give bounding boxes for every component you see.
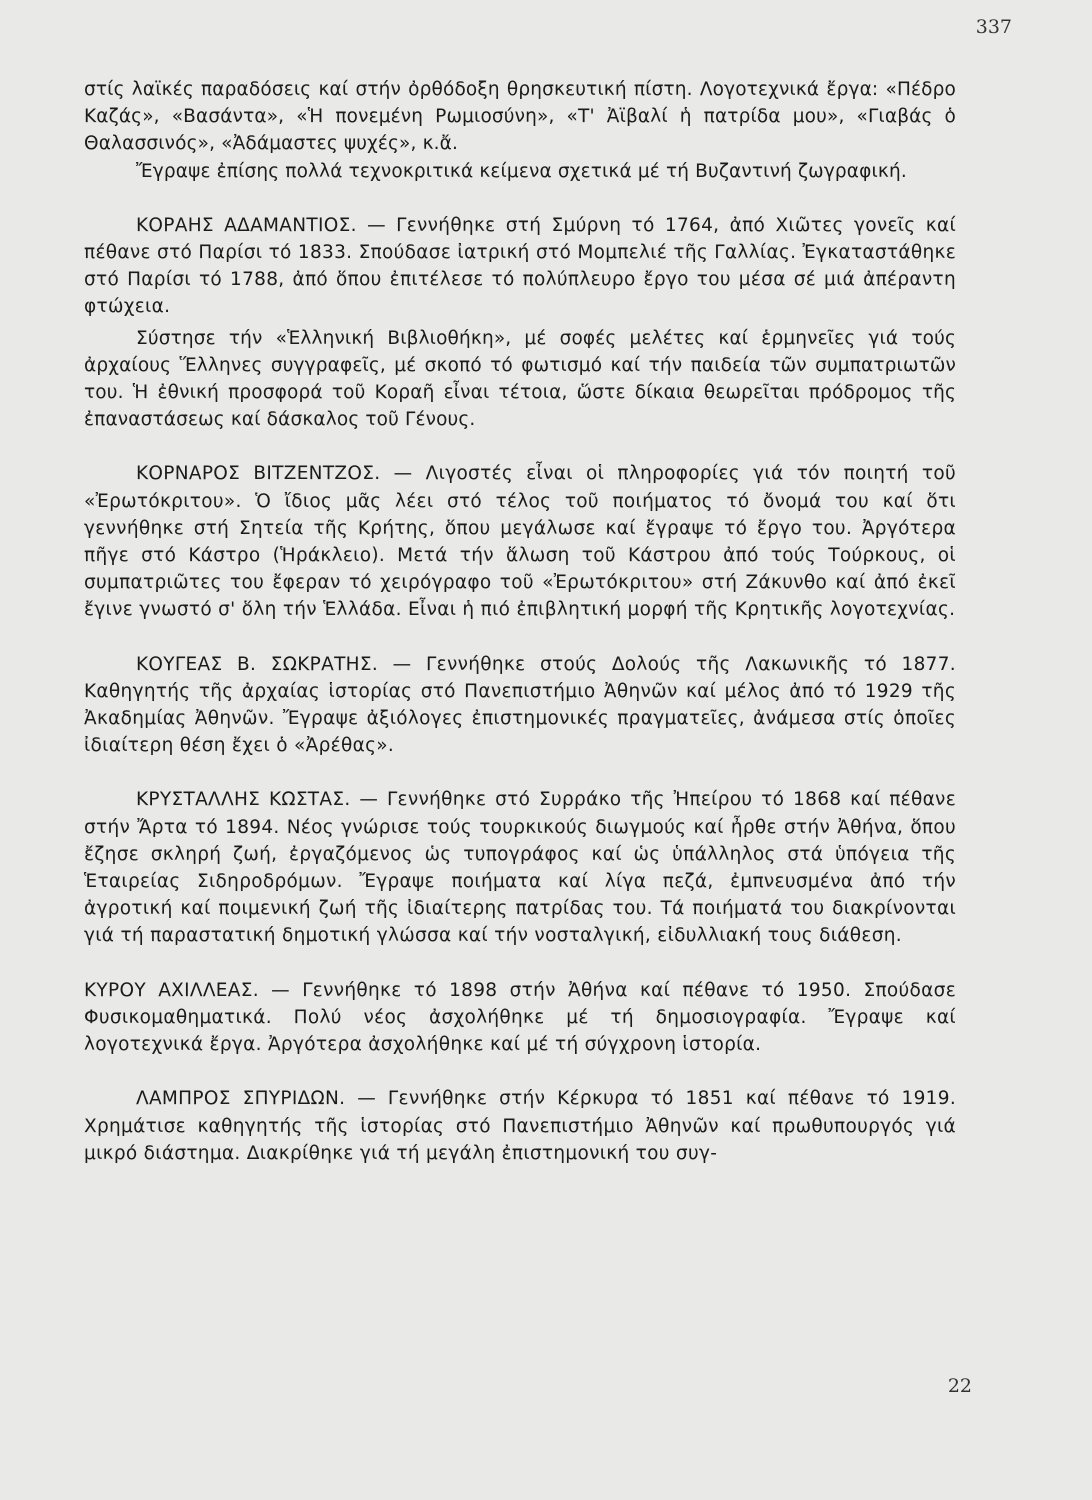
signature-mark: 22 — [947, 1375, 972, 1397]
paragraph-intro-criticism: Ἔγραψε ἐπίσης πολλά τεχνοκριτικά κείμενα σχετικά μέ τή Βυζαντινή ζωγραφική. — [136, 160, 907, 182]
entry-korais: ΚΟΡΑΗΣ ΑΔΑΜΑΝΤΙΟΣ. — Γεννήθηκε στή Σμύρνη τό 1764, ἀπό Χιῶτες γονεῖς καί πέθανε στό Παρίσι τό 1833. Σπούδασε ἰατρική στό Μομπελιέ τῆς Γαλλίας. Ἐγκαταστάθηκε στό Παρίσι τό 1788, ἀπό ὅπου ἐπιτέλεσε τό πολύπλευρο ἔργο του μέσα σέ μιά ἀπέραντη φτώχεια. — [84, 214, 956, 318]
page-body — [84, 76, 956, 1167]
entry-kyrou: ΚΥΡΟΥ ΑΧΙΛΛΕΑΣ. — Γεννήθηκε τό 1898 στήν Ἀθήνα καί πέθανε τό 1950. Σπούδασε Φυσικομαθηματικά. Πολύ νέος ἀσχολήθηκε μέ τή δημοσιογραφία. Ἔγραψε καί λογοτεχνικά ἔργα. Ἀργότερα ἀσχολήθηκε καί μέ τή σύγχρονη ἱστορία. — [84, 979, 956, 1056]
paragraph-intro-works: στίς λαϊκές παραδόσεις καί στήν ὀρθόδοξη θρησκευτική πίστη. Λογοτεχνικά ἔργα: «Πέδρο Καζάς», «Βασάντα», «Ἡ πονεμένη Ρωμιοσύνη», «Τ' Ἀϊβαλί ἡ πατρίδα μου», «Γιαβάς ὁ Θαλασσινός», «Ἀδάμαστες ψυχές», κ.ἄ. — [84, 79, 956, 155]
entry-kornaros: ΚΟΡΝΑΡΟΣ ΒΙΤΖΕΝΤΖΟΣ. — Λιγοστές εἶναι οἱ πληροφορίες γιά τόν ποιητή τοῦ «Ἐρωτόκριτου». Ὁ ἴδιος μᾶς λέει στό τέλος τοῦ ποιήματος τό ὄνομά του καί ὅτι γεννήθηκε στή Σητεία τῆς Κρήτης, ὅπου μεγάλωσε καί ἔγραψε τό ἔργο του. Ἀργότερα πῆγε στό Κάστρο (Ἡράκλειο). Μετά τήν ἅλωση τοῦ Κάστρου ἀπό τούς Τούρκους, οἱ συμπατριῶτες του ἔφεραν τό χειρόγραφο τοῦ «Ἐρωτόκριτου» στή Ζάκυνθο καί ἀπό ἐκεῖ ἔγινε γνωστό σ' ὅλη τήν Ἑλλάδα. Εἶναι ἡ πιό ἐπιβλητική μορφή τῆς Κρητικῆς λογοτεχνίας. — [84, 463, 956, 621]
entry-krystallis: ΚΡΥΣΤΑΛΛΗΣ ΚΩΣΤΑΣ. — Γεννήθηκε στό Συρράκο τῆς Ἠπείρου τό 1868 καί πέθανε στήν Ἄρτα τό 1894. Νέος γνώρισε τούς τουρκικούς διωγμούς καί ἦρθε στήν Ἀθήνα, ὅπου ἔζησε σκληρή ζωή, ἐργαζόμενος ὡς τυπογράφος καί ὡς ὑπάλληλος στά ὑπόγεια τῆς Ἑταιρείας Σιδηροδρόμων. Ἔγραψε ποιήματα καί λίγα πεζά, ἐμπνευσμένα ἀπό τήν ἀγροτική καί ποιμενική ζωή τῆς ἰδιαίτερης πατρίδας του. Τά ποιήματά του διακρίνονται γιά τή παραστατική δημοτική γλώσσα καί τήν νοσταλγική, εἰδυλλιακή τους διάθεση. — [84, 789, 956, 947]
entry-korais-continued: Σύστησε τήν «Ἑλληνική Βιβλιοθήκη», μέ σοφές μελέτες καί ἑρμηνεῖες γιά τούς ἀρχαίους Ἕλληνες συγγραφεῖς, μέ σκοπό τό φωτισμό καί τήν παιδεία τῶν συμπατριωτῶν του. Ἡ ἐθνική προσφορά τοῦ Κοραῆ εἶναι τέτοια, ὥστε δίκαια θεωρεῖται πρόδρομος τῆς ἐπαναστάσεως καί δάσκαλος τοῦ Γένους. — [84, 327, 956, 431]
entry-lampros: ΛΑΜΠΡΟΣ ΣΠΥΡΙΔΩΝ. — Γεννήθηκε στήν Κέρκυρα τό 1851 καί πέθανε τό 1919. Χρημάτισε καθηγητής τῆς ἱστορίας στό Πανεπιστήμιο Ἀθηνῶν καί πρωθυπουργός γιά μικρό διάστημα. Διακρίθηκε γιά τή μεγάλη ἐπιστημονική του συγ- — [84, 1088, 956, 1164]
entry-kougeas: ΚΟΥΓΕΑΣ Β. ΣΩΚΡΑΤΗΣ. — Γεννήθηκε στούς Δολούς τῆς Λακωνικῆς τό 1877. Καθηγητής τῆς ἀρχαίας ἱστορίας στό Πανεπιστήμιο Ἀθηνῶν καί μέλος ἀπό τό 1929 τῆς Ἀκαδημίας Ἀθηνῶν. Ἔγραψε ἀξιόλογες ἐπιστημονικές πραγματεῖες, ἀνάμεσα στίς ὁποῖες ἰδιαίτερη θέση ἔχει ὁ «Ἀρέθας». — [84, 653, 956, 757]
page-number: 337 — [975, 16, 1012, 38]
